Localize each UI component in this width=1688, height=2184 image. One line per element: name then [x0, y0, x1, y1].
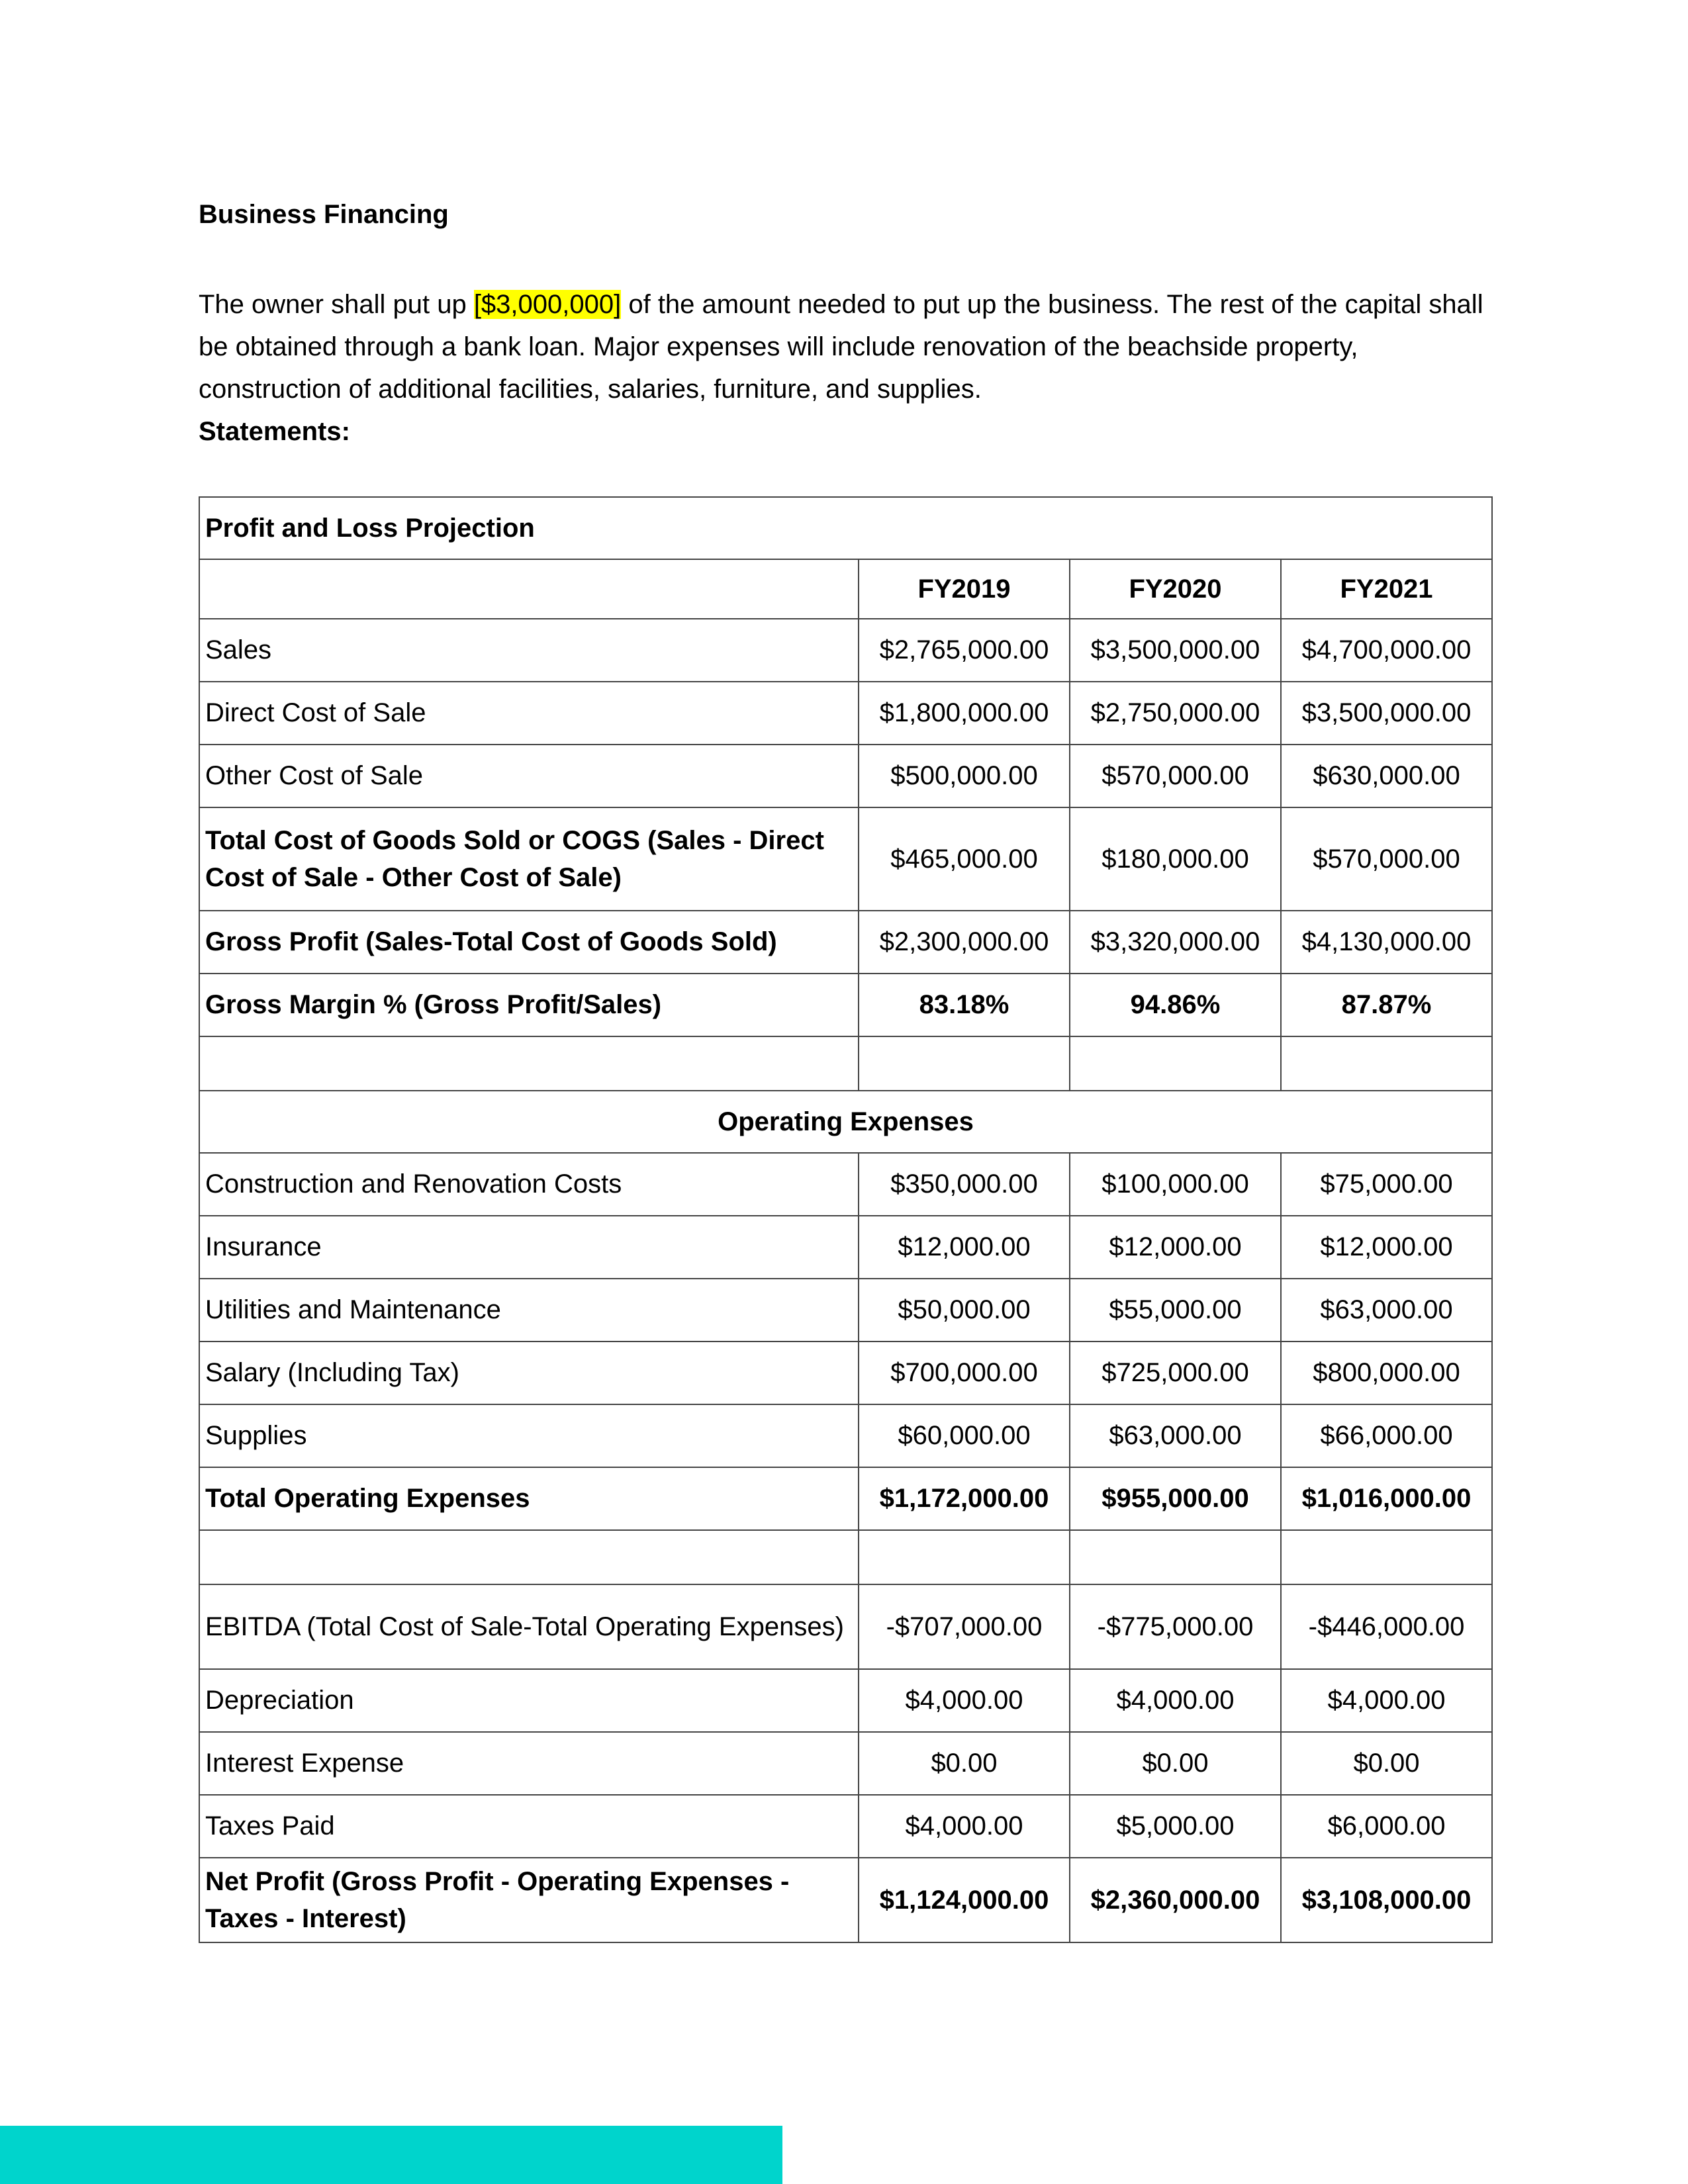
row-value: $630,000.00	[1281, 745, 1492, 807]
row-value: $60,000.00	[859, 1404, 1070, 1467]
row-value: $12,000.00	[1281, 1216, 1492, 1279]
table-row	[199, 1342, 1492, 1404]
intro-paragraph	[199, 283, 1496, 453]
row-label: Taxes Paid	[199, 1795, 859, 1858]
row-label: Direct Cost of Sale	[199, 682, 859, 745]
row-value: $570,000.00	[1070, 745, 1281, 807]
row-value: $1,016,000.00	[1281, 1467, 1492, 1530]
row-value: $465,000.00	[859, 807, 1070, 911]
row-label: Depreciation	[199, 1669, 859, 1732]
row-value: $955,000.00	[1070, 1467, 1281, 1530]
row-value: $0.00	[1281, 1732, 1492, 1795]
row-value: $3,108,000.00	[1281, 1858, 1492, 1942]
row-value: -$707,000.00	[859, 1584, 1070, 1669]
row-value: $66,000.00	[1281, 1404, 1492, 1467]
section-heading: Business Financing	[199, 200, 449, 229]
row-value: $2,765,000.00	[859, 619, 1070, 682]
row-value: $1,124,000.00	[859, 1858, 1070, 1942]
row-value: $3,320,000.00	[1070, 911, 1281, 974]
column-header: FY2019	[859, 559, 1070, 619]
table-row	[199, 1858, 1492, 1942]
row-value: 87.87%	[1281, 974, 1492, 1036]
intro-text-after: of the amount needed to put up the business. The rest of the capital shall be obtained through a bank loan. Major expenses will include renovation of the beachside property, construction of additional facilities, salaries, furniture, and supplies.	[199, 290, 1483, 404]
row-value: -$775,000.00	[1070, 1584, 1281, 1669]
row-value: $500,000.00	[859, 745, 1070, 807]
row-value: $4,000.00	[859, 1669, 1070, 1732]
row-value: $2,360,000.00	[1070, 1858, 1281, 1942]
row-value: $12,000.00	[859, 1216, 1070, 1279]
row-label: Salary (Including Tax)	[199, 1342, 859, 1404]
row-value: $5,000.00	[1070, 1795, 1281, 1858]
row-value: $100,000.00	[1070, 1153, 1281, 1216]
row-value: $63,000.00	[1281, 1279, 1492, 1342]
row-value: $3,500,000.00	[1070, 619, 1281, 682]
blank-row	[199, 1530, 1492, 1584]
blank-cell	[1070, 1036, 1281, 1091]
row-value: $2,300,000.00	[859, 911, 1070, 974]
column-header: FY2020	[1070, 559, 1281, 619]
row-value: $1,172,000.00	[859, 1467, 1070, 1530]
row-value: $1,800,000.00	[859, 682, 1070, 745]
row-value: $570,000.00	[1281, 807, 1492, 911]
statements-label: Statements:	[199, 417, 350, 446]
row-value: $800,000.00	[1281, 1342, 1492, 1404]
intro-text-before: The owner shall put up	[199, 290, 474, 319]
blank-cell	[199, 1036, 859, 1091]
row-value: $0.00	[859, 1732, 1070, 1795]
blank-cell	[199, 1530, 859, 1584]
header-empty-cell	[199, 559, 859, 619]
row-label: Supplies	[199, 1404, 859, 1467]
table-row	[199, 1795, 1492, 1858]
row-value: $55,000.00	[1070, 1279, 1281, 1342]
row-value: $2,750,000.00	[1070, 682, 1281, 745]
row-label: Construction and Renovation Costs	[199, 1153, 859, 1216]
row-value: $4,000.00	[1281, 1669, 1492, 1732]
row-value: $4,000.00	[1070, 1669, 1281, 1732]
table-row	[199, 1279, 1492, 1342]
row-value: $12,000.00	[1070, 1216, 1281, 1279]
table-row	[199, 1216, 1492, 1279]
section-header-row	[199, 1091, 1492, 1153]
row-value: $6,000.00	[1281, 1795, 1492, 1858]
table-row	[199, 911, 1492, 974]
row-label: Gross Profit (Sales-Total Cost of Goods Sold)	[199, 911, 859, 974]
blank-cell	[859, 1530, 1070, 1584]
table-row	[199, 1404, 1492, 1467]
row-label: Total Operating Expenses	[199, 1467, 859, 1530]
row-label: Utilities and Maintenance	[199, 1279, 859, 1342]
row-label: Net Profit (Gross Profit - Operating Expenses - Taxes - Interest)	[199, 1858, 859, 1942]
row-label: Other Cost of Sale	[199, 745, 859, 807]
row-value: $50,000.00	[859, 1279, 1070, 1342]
row-value: $180,000.00	[1070, 807, 1281, 911]
row-label: Interest Expense	[199, 1732, 859, 1795]
blank-cell	[859, 1036, 1070, 1091]
row-value: $4,130,000.00	[1281, 911, 1492, 974]
row-value: 83.18%	[859, 974, 1070, 1036]
table-title-row	[199, 497, 1492, 559]
row-value: $4,700,000.00	[1281, 619, 1492, 682]
row-value: $700,000.00	[859, 1342, 1070, 1404]
row-value: $350,000.00	[859, 1153, 1070, 1216]
row-value: $725,000.00	[1070, 1342, 1281, 1404]
row-label: Sales	[199, 619, 859, 682]
row-value: 94.86%	[1070, 974, 1281, 1036]
blank-cell	[1281, 1036, 1492, 1091]
highlighted-amount: [$3,000,000]	[473, 290, 622, 319]
operating-expenses-title: Operating Expenses	[199, 1091, 1492, 1153]
table-header-row	[199, 559, 1492, 619]
row-label: EBITDA (Total Cost of Sale-Total Operating Expenses)	[199, 1584, 859, 1669]
blank-cell	[1070, 1530, 1281, 1584]
table-row	[199, 619, 1492, 682]
row-value: $75,000.00	[1281, 1153, 1492, 1216]
row-label: Total Cost of Goods Sold or COGS (Sales - Direct Cost of Sale - Other Cost of Sale)	[199, 807, 859, 911]
row-value: $4,000.00	[859, 1795, 1070, 1858]
table-title: Profit and Loss Projection	[199, 497, 1492, 559]
row-value: -$446,000.00	[1281, 1584, 1492, 1669]
blank-cell	[1281, 1530, 1492, 1584]
table-row	[199, 682, 1492, 745]
column-header: FY2021	[1281, 559, 1492, 619]
row-value: $0.00	[1070, 1732, 1281, 1795]
table-row	[199, 1669, 1492, 1732]
table-row	[199, 974, 1492, 1036]
table-row	[199, 1584, 1492, 1669]
table-row	[199, 1732, 1492, 1795]
row-value: $63,000.00	[1070, 1404, 1281, 1467]
profit-loss-table	[199, 496, 1493, 1943]
blank-row	[199, 1036, 1492, 1091]
row-value: $3,500,000.00	[1281, 682, 1492, 745]
table-row	[199, 745, 1492, 807]
row-label: Gross Margin % (Gross Profit/Sales)	[199, 974, 859, 1036]
table-row	[199, 1467, 1492, 1530]
table-row	[199, 1153, 1492, 1216]
row-label: Insurance	[199, 1216, 859, 1279]
table-row	[199, 807, 1492, 911]
footer-accent-bar	[0, 2126, 782, 2184]
